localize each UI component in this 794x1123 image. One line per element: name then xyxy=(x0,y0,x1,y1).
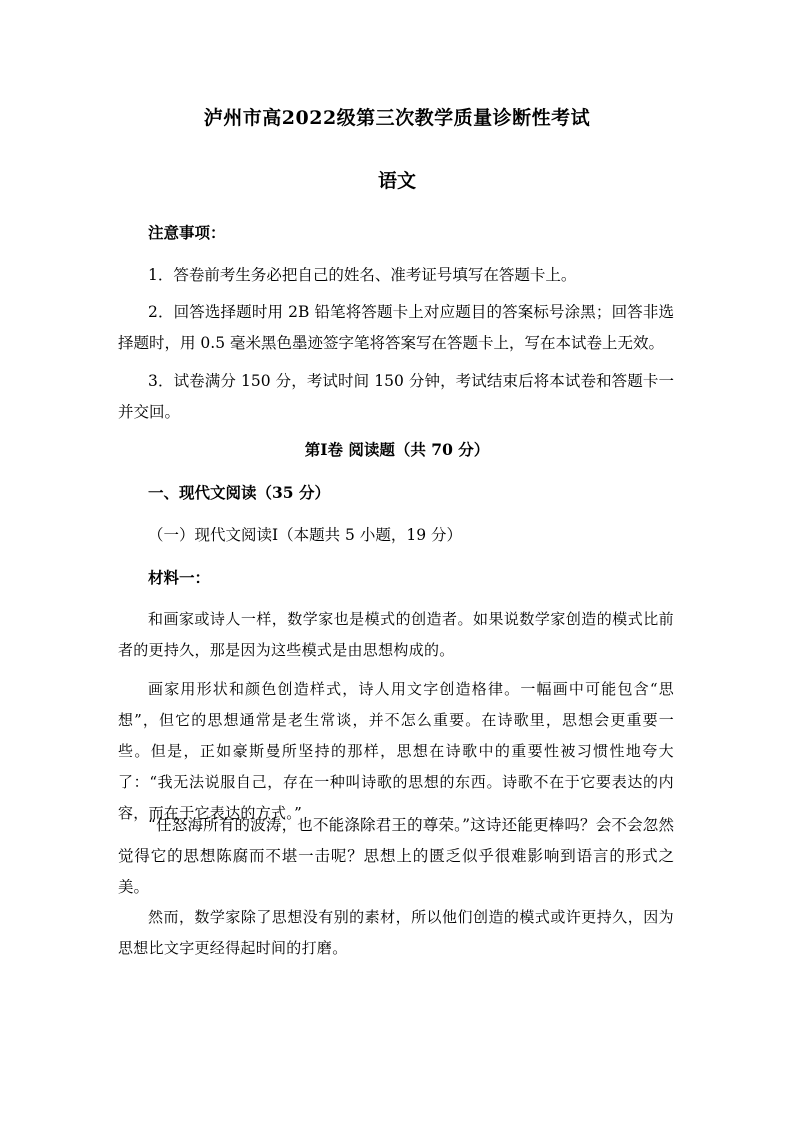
notice-heading: 注意事项： xyxy=(148,223,226,242)
sub-title: （一）现代文阅读Ⅰ（本题共 5 小题，19 分） xyxy=(148,526,462,544)
notice-item-1: 1．答卷前考生务必把自己的姓名、准考证号填写在答题卡上。 xyxy=(148,266,577,284)
notice-item-2: 2．回答选择题时用 2B 铅笔将答题卡上对应题目的答案标号涂黑；回答非选择题时，用 0.5 毫米黑色墨迹签字笔将答案写在答题卡上，写在本试卷上无效。 xyxy=(118,303,674,352)
material-paragraph-4: 然而，数学家除了思想没有别的素材，所以他们创造的模式或许更持久，因为思想比文字更经得起时间的打磨。 xyxy=(118,908,674,957)
material-label: 材料一： xyxy=(148,568,211,587)
material-paragraph-3: “任怒海所有的波涛，也不能涤除君王的尊荣。”这诗还能更棒吗？会不会忽然觉得它的思想陈腐而不堪一击呢？思想上的匮乏似乎很难影响到语言的形式之美。 xyxy=(118,816,674,896)
part-title: 一、现代文阅读（35 分） xyxy=(148,483,330,502)
material-paragraph-2: 画家用形状和颜色创造样式，诗人用文字创造格律。一幅画中可能包含“思想”，但它的思想通常是老生常谈，并不怎么重要。在诗歌里，思想会更重要一些。但是，正如豪斯曼所坚持的那样，思想在诗歌中的重要性被习惯性地夸大了：“我无法说服自己，存在一种叫诗歌的思想的东西。诗歌不在于它要表达的内容，而在于它表达的方式。” xyxy=(118,680,674,822)
notice-item-3: 3．试卷满分 150 分，考试时间 150 分钟，考试结束后将本试卷和答题卡一并交回。 xyxy=(118,372,674,421)
section-title: 第Ⅰ卷 阅读题（共 70 分） xyxy=(304,440,490,459)
material-paragraph-1: 和画家或诗人一样，数学家也是模式的创造者。如果说数学家创造的模式比前者的更持久，那是因为这些模式是由思想构成的。 xyxy=(118,610,674,659)
exam-title: 泸州市高2022级第三次教学质量诊断性考试 xyxy=(203,107,591,129)
subject-title: 语文 xyxy=(377,170,416,192)
